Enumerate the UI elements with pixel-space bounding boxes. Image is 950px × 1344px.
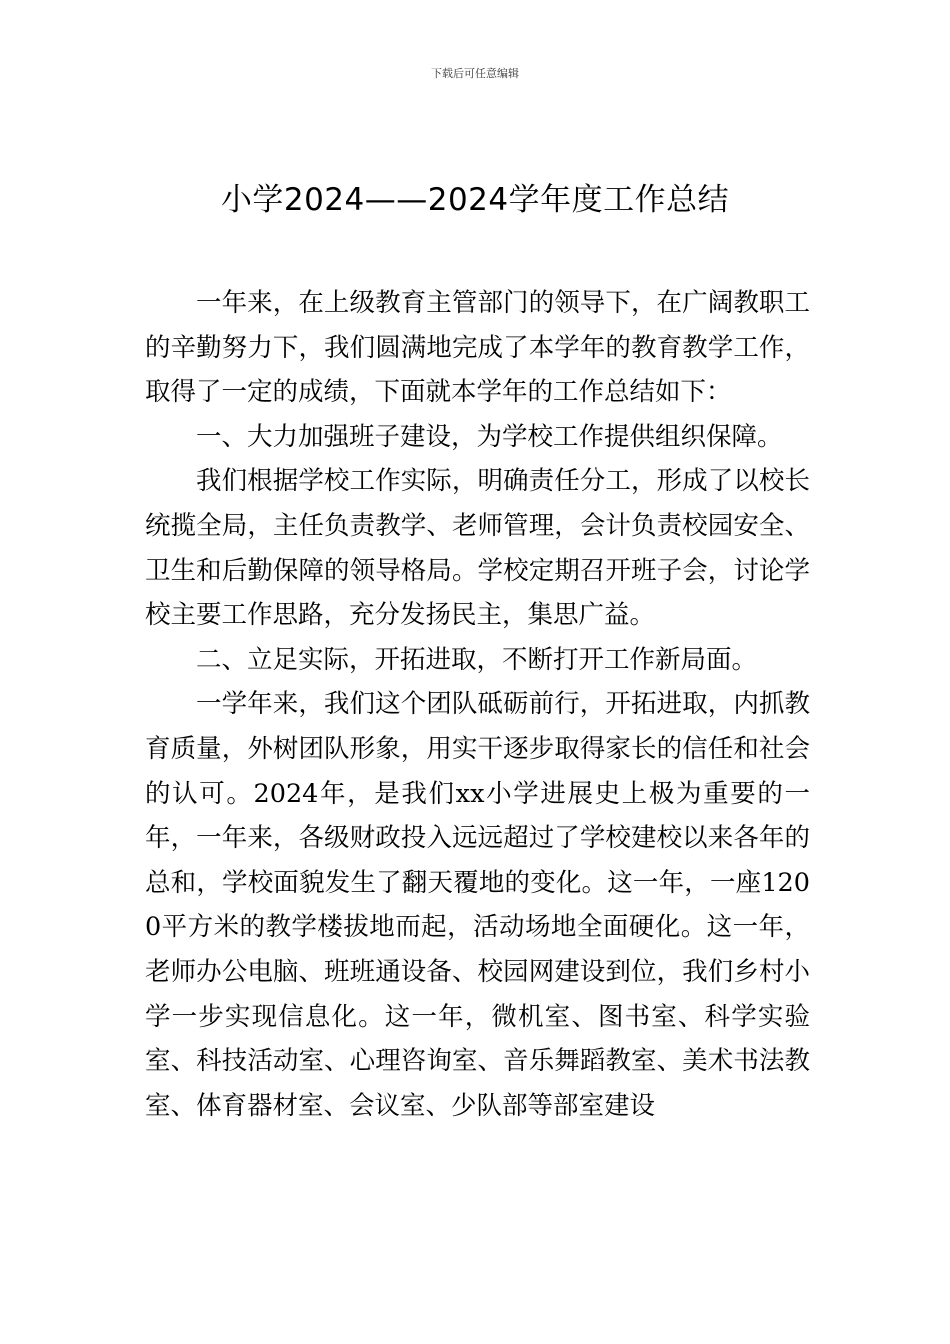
document-title: 小学2024——2024学年度工作总结 bbox=[220, 182, 730, 218]
section-heading-1: 一、大力加强班子建设，为学校工作提供组织保障。 bbox=[196, 421, 783, 452]
section-heading-2: 二、立足实际，开拓进取，不断打开工作新局面。 bbox=[196, 644, 758, 675]
document-body bbox=[145, 281, 810, 1128]
section-2-paragraph: 一学年来，我们这个团队砥砺前行，开拓进取，内抓教育质量，外树团队形象，用实干逐步取得家长的信任和社会的认可。2024年，是我们xx小学进展史上极为重要的一年，一年来，各级财政投入远远超过了学校建校以来各年的总和，学校面貌发生了翻天覆地的变化。这一年，一座1200平方米的教学楼拔地而起，活动场地全面硬化。这一年，老师办公电脑、班班通设备、校园网建设到位，我们乡村小学一步实现信息化。这一年，微机室、图书室、科学实验室、科技活动室、心理咨询室、音乐舞蹈教室、美术书法教室、体育器材室、会议室、少队部等部室建设 bbox=[145, 689, 810, 1121]
header-note: 下载后可任意编辑 bbox=[431, 67, 519, 80]
intro-paragraph: 一年来，在上级教育主管部门的领导下，在广阔教职工的辛勤努力下，我们圆满地完成了本学年的教育教学工作，取得了一定的成绩，下面就本学年的工作总结如下： bbox=[145, 288, 810, 408]
section-1-paragraph: 我们根据学校工作实际，明确责任分工，形成了以校长统揽全局，主任负责教学、老师管理，会计负责校园安全、卫生和后勤保障的领导格局。学校定期召开班子会，讨论学校主要工作思路，充分发扬民主，集思广益。 bbox=[145, 466, 810, 631]
